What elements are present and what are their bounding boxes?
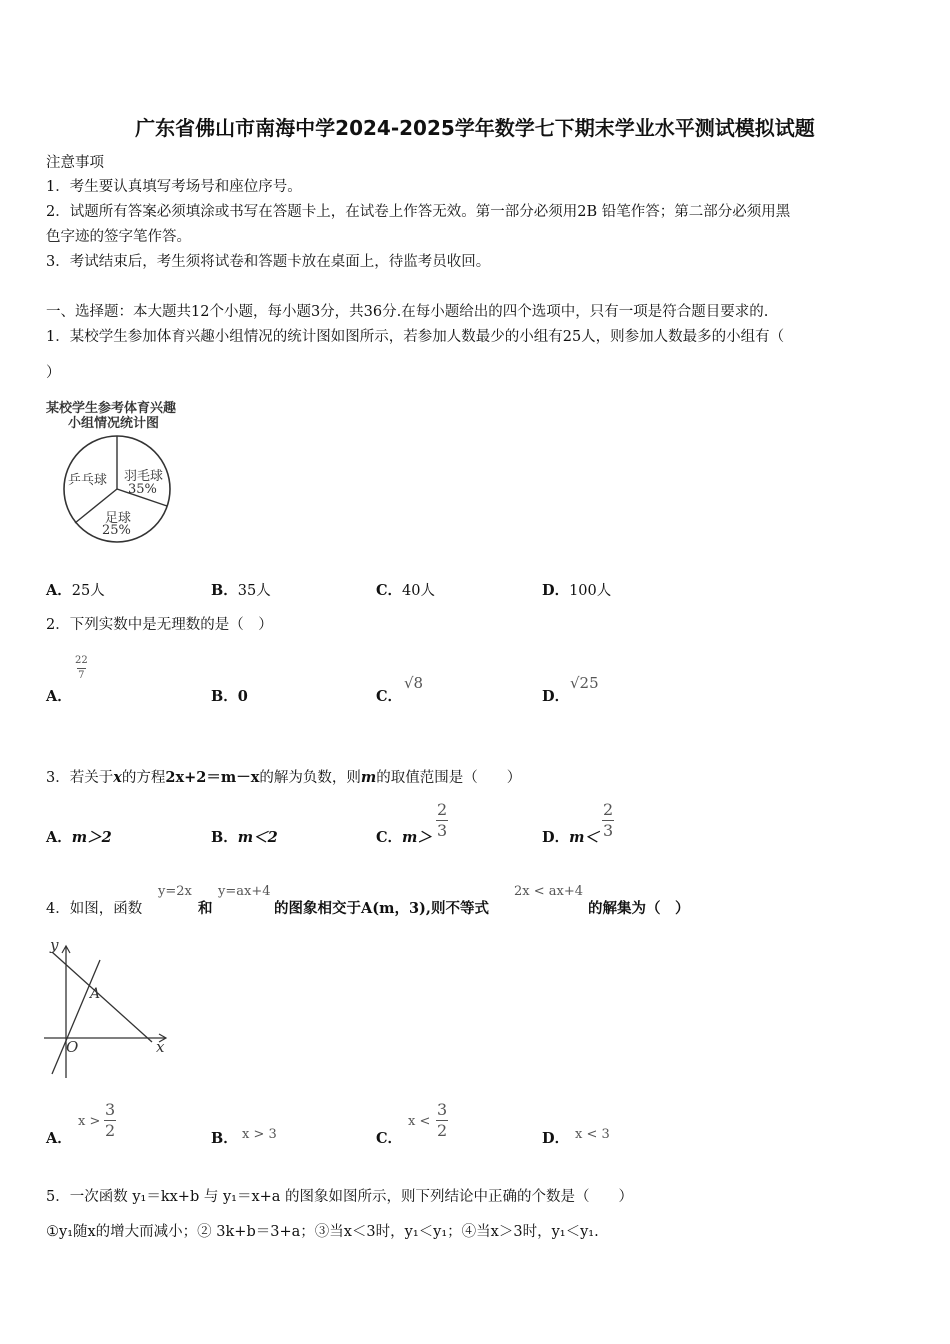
q2-frac-num: 22 (75, 655, 88, 666)
q4-stem-1: 4．如图，函数 (46, 901, 143, 917)
q3-stem-2: 的方程 (121, 770, 166, 786)
q3-stem-4: 的取值范围是（ ） (376, 770, 522, 786)
notice-item-2: 2．试题所有答案必须填涂或书写在答题卡上，在试卷上作答无效。第一部分必须用2B 铅笔作答；第二部分必须用黑 (46, 204, 791, 220)
q3-stem-1: 3．若关于 (46, 770, 114, 786)
q4-option-a-fraction (104, 1102, 116, 1139)
q4-option-b-letter[interactable]: B． (211, 1130, 238, 1147)
q3-stem-3: 的解为负数，则 (259, 770, 361, 786)
q4-a-num: 3 (105, 1100, 116, 1119)
q3-option-b-letter: B． (211, 829, 238, 846)
q4-option-a-prefix: x > (78, 1114, 101, 1129)
q4-option-b-text: x > 3 (242, 1127, 277, 1142)
q1-option-c[interactable] (376, 580, 435, 602)
pie-label-badminton-pct: 35% (128, 482, 157, 497)
q1-option-d[interactable] (542, 580, 611, 602)
q3-d-num: 2 (603, 800, 614, 819)
q4-graph-origin: O (66, 1038, 79, 1056)
q1-option-b-letter: B． (211, 582, 238, 599)
q3-var-m: m (360, 769, 377, 786)
q1-option-a-text: 25人 (71, 583, 105, 599)
q4-option-c-letter[interactable]: C． (376, 1130, 403, 1147)
pie-chart (44, 395, 204, 550)
q1-option-c-letter: C． (376, 582, 403, 599)
notice-item-1: 1．考生要认真填写考场号和座位序号。 (46, 179, 302, 195)
q3-c-den: 3 (437, 821, 448, 840)
line-y2x (52, 960, 100, 1074)
line-yax4 (52, 952, 152, 1042)
q3-stem (46, 767, 521, 789)
q3-c-num: 2 (437, 800, 448, 819)
q4-graph (40, 932, 180, 1082)
q5-stem: 5．一次函数 y₁＝kx+b 与 y₁＝x+a 的图象如图所示，则下列结论中正确的个数是（ ） (46, 1189, 634, 1205)
q4-graph-y-label: y (50, 936, 59, 954)
q4-formula-ineq: 2x < ax+4 (514, 884, 584, 899)
notice-item-3: 3．考试结束后，考生须将试卷和答题卡放在桌面上，待监考员收回。 (46, 254, 491, 270)
q4-option-a-letter[interactable]: A． (46, 1130, 72, 1147)
q3-option-c-fraction (436, 802, 448, 839)
q4-graph-svg (40, 932, 180, 1082)
q4-option-d-letter[interactable]: D． (542, 1130, 570, 1147)
q1-option-b-text: 35人 (237, 583, 271, 599)
pie-chart-title-2: 小组情况统计图 (68, 416, 160, 431)
q3-option-c[interactable] (376, 827, 432, 849)
page-title: 广东省佛山市南海中学2024-2025学年数学七下期末学业水平测试模拟试题 (135, 116, 815, 140)
q4-formula-y2x: y=2x (158, 884, 192, 899)
q1-option-c-text: 40人 (402, 583, 435, 599)
q2-option-b-text: 0 (237, 688, 248, 705)
q1-option-a-letter: A． (46, 582, 72, 599)
q4-a-den: 2 (105, 1121, 116, 1140)
section-heading: 一、选择题：本大题共12个小题，每小题3分，共36分.在每小题给出的四个选项中，只有一项是符合题目要求的. (46, 304, 769, 320)
notice-item-2-cont: 色字迹的签字笔作答。 (46, 229, 191, 245)
q3-option-d-text: m＜ (569, 829, 599, 846)
q3-equation: 2x+2＝m－x (165, 769, 260, 786)
q4-option-d-text: x < 3 (575, 1127, 610, 1142)
pie-label-pingpong: 乒乓球 (68, 473, 108, 488)
pie-label-badminton: 羽毛球 (124, 469, 164, 484)
q3-option-c-letter: C． (376, 829, 403, 846)
q3-option-d-fraction (602, 802, 614, 839)
q2-option-d-letter[interactable]: D． (542, 688, 570, 705)
q1-option-b[interactable] (211, 580, 271, 602)
q2-option-d-sqrt25: √25 (570, 674, 599, 692)
q4-graph-point-a: A (90, 986, 101, 1002)
q3-option-d-letter: D． (542, 829, 570, 846)
q4-stem-3: 的图象相交于A(m，3),则不等式 (274, 900, 489, 917)
pie-chart-title-1: 某校学生参考体育兴趣 (46, 401, 177, 416)
pie-label-football: 足球 (105, 511, 132, 526)
q5-statements: ①y₁随x的增大而减小；② 3k+b＝3+a；③当x＜3时，y₁＜y₁；④当x＞3时，y₁＜y₁. (46, 1224, 599, 1240)
q4-stem-2: 和 (198, 900, 213, 917)
q4-formula-yax4: y=ax+4 (218, 884, 271, 899)
q3-option-a-text: m＞2 (71, 829, 112, 846)
q1-stem-end: ） (46, 365, 61, 381)
q4-c-num: 3 (437, 1100, 448, 1119)
q3-var-x: x (113, 769, 122, 786)
q3-option-b-text: m＜2 (237, 829, 278, 846)
q3-option-a[interactable] (46, 827, 112, 849)
q2-option-b[interactable] (211, 686, 248, 708)
q1-option-d-letter: D． (542, 582, 570, 599)
q2-option-c-letter[interactable]: C． (376, 688, 403, 705)
q1-option-a[interactable] (46, 580, 105, 602)
q2-option-a-letter[interactable]: A． (46, 688, 72, 705)
q2-option-b-letter: B． (211, 688, 238, 705)
q1-option-d-text: 100人 (569, 583, 612, 599)
q4-c-den: 2 (437, 1121, 448, 1140)
q2-option-c-sqrt8: √8 (404, 674, 424, 692)
q2-stem: 2．下列实数中是无理数的是（ ） (46, 617, 273, 633)
q4-graph-x-label: x (156, 1038, 165, 1056)
q4-option-c-fraction (436, 1102, 448, 1139)
q3-option-a-letter: A． (46, 829, 72, 846)
q2-option-a-fraction (74, 656, 89, 681)
notice-heading: 注意事项 (46, 155, 104, 171)
q3-d-den: 3 (603, 821, 614, 840)
q1-stem: 1．某校学生参加体育兴趣小组情况的统计图如图所示，若参加人数最少的小组有25人，则参加人数最多的小组有（ (46, 329, 785, 345)
q4-stem-4: 的解集为（ ） (588, 900, 690, 917)
q3-option-d[interactable] (542, 827, 599, 849)
q3-option-c-text: m＞ (402, 829, 432, 846)
q4-option-c-prefix: x < (408, 1114, 431, 1129)
pie-label-football-pct: 25% (102, 523, 131, 538)
q2-frac-den: 7 (78, 670, 85, 681)
q3-option-b[interactable] (211, 827, 278, 849)
